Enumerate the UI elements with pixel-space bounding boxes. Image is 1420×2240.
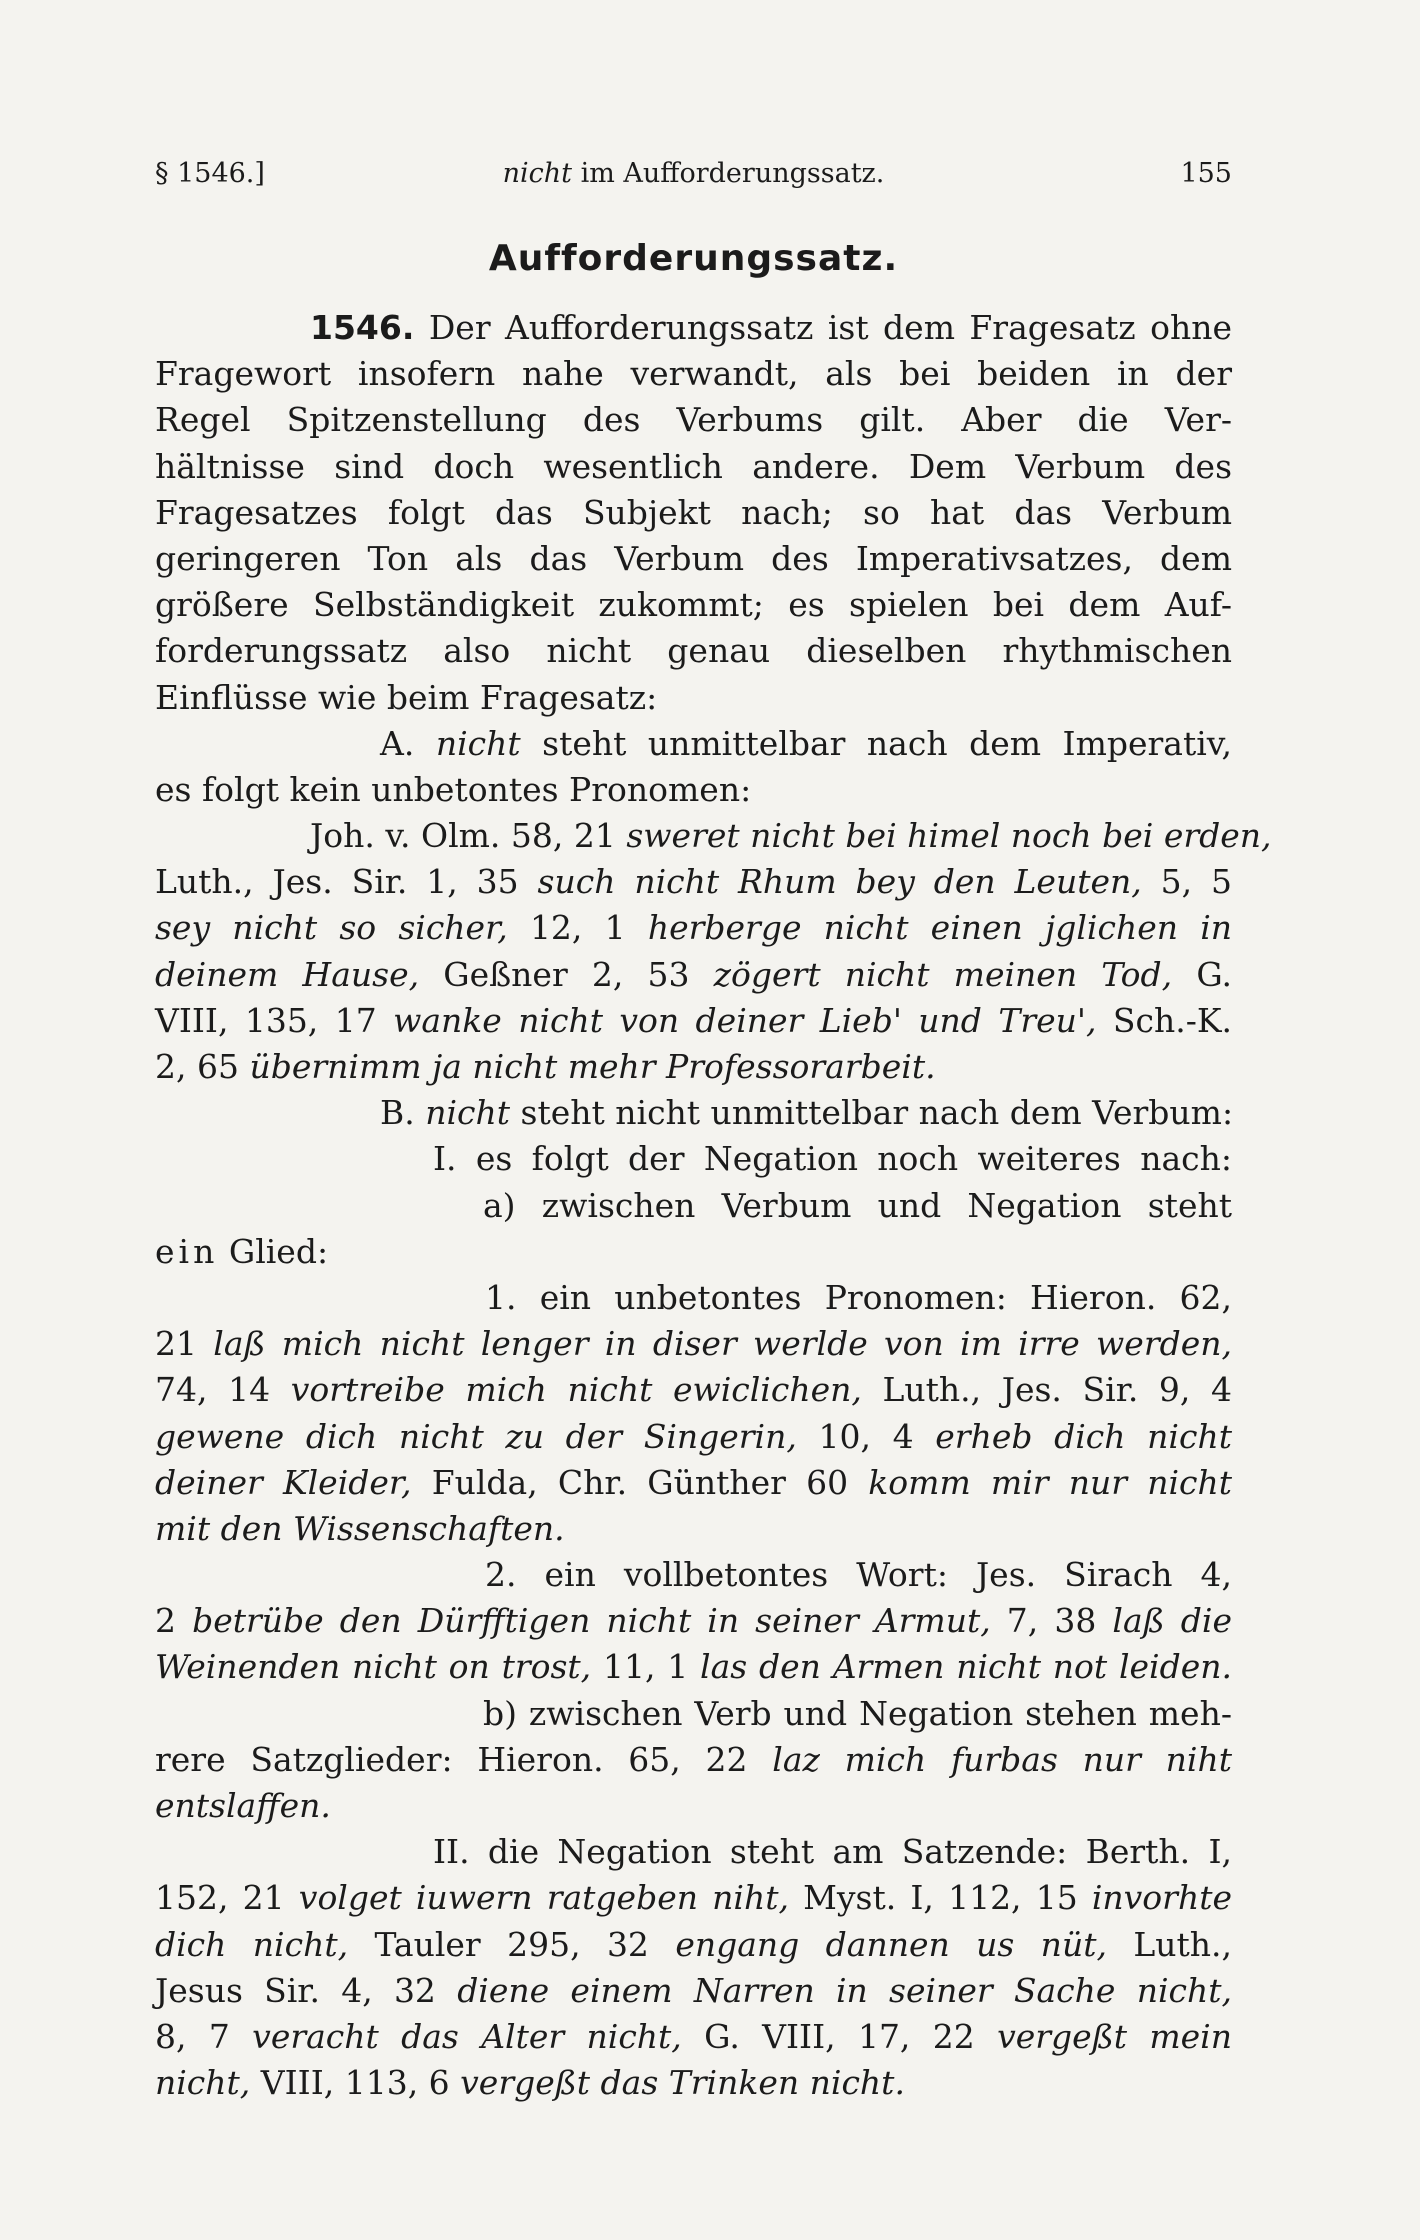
body-text — [155, 305, 1272, 2106]
subsection-ii-heading: II. die Negation steht am Satzende: Berth. I, — [433, 1832, 1232, 1872]
text-line: Fragewort insofern nahe verwandt, als bei beiden in der — [155, 354, 1232, 394]
example-line: 152, 21 volget iuwern ratgeben niht, Myst. I, 112, 15 invorhte — [155, 1878, 1232, 1918]
running-head — [155, 158, 1232, 198]
example-line: deiner Kleider, Fulda, Chr. Günther 60 komm mir nur nicht — [155, 1462, 1233, 1502]
example-line: sey nicht so sicher, 12, 1 herberge nicht einen jglichen in — [155, 908, 1232, 948]
running-title: nicht im Aufforderungssatz. — [502, 158, 885, 189]
example-line: Jesus Sir. 4, 32 diene einem Narren in seiner Sache nicht, — [155, 1970, 1232, 2010]
example-line: deinem Hause, Geßner 2, 53 zögert nicht meinen Tod, G. — [155, 954, 1232, 994]
example-line: Luth., Jes. Sir. 1, 35 such nicht Rhum bey den Leuten, 5, 5 — [155, 862, 1232, 902]
example-line: gewene dich nicht zu der Singerin, 10, 4 erheb dich nicht — [155, 1416, 1232, 1456]
text-line: Regel Spitzenstellung des Verbums gilt. Aber die Ver- — [155, 400, 1232, 440]
text-line: Einflüsse wie beim Fragesatz: — [155, 677, 658, 717]
text-line: Fragesatzes folgt das Subjekt nach; so hat das Verbum — [155, 492, 1232, 532]
text-line: geringeren Ton als das Verbum des Imperativsatzes, dem — [155, 538, 1232, 578]
subsection-1-heading: 1. ein unbetontes Pronomen: Hieron. 62, — [485, 1277, 1232, 1317]
example-line: 8, 7 veracht das Alter nicht, G. VIII, 17, 22 vergeßt mein — [155, 2016, 1232, 2056]
section-reference: § 1546.] — [155, 158, 265, 189]
example-line: 21 laß mich nicht lenger in diser werlde von im irre werden, — [155, 1324, 1233, 1364]
subsection-2-heading: 2. ein vollbetontes Wort: Jes. Sirach 4, — [485, 1555, 1232, 1595]
paragraph-number: 1546. — [310, 308, 415, 347]
text-line: 1546. Der Aufforderungssatz ist dem Fragesatz ohne — [310, 308, 1232, 347]
example-line: 2, 65 übernimm ja nicht mehr Professorarbeit. — [155, 1047, 936, 1086]
subsection-a-heading: a) zwischen Verbum und Negation steht — [483, 1185, 1232, 1225]
example-line: Joh. v. Olm. 58, 21 sweret nicht bei himel noch bei erden, — [310, 816, 1272, 856]
example-line: entslaffen. — [155, 1786, 331, 1825]
section-title: Aufforderungssatz. — [488, 238, 899, 279]
example-line: rere Satzglieder: Hieron. 65, 22 laz mich furbas nur niht — [155, 1739, 1232, 1779]
text-line: ein Glied: — [155, 1231, 329, 1271]
text-line: hältnisse sind doch wesentlich andere. Dem Verbum des — [155, 446, 1232, 486]
page-number: 155 — [1180, 158, 1232, 189]
example-line: VIII, 135, 17 wanke nicht von deiner Lieb' und Treu', Sch.-K. — [155, 1000, 1232, 1040]
section-a-heading: A. nicht steht unmittelbar nach dem Imperativ, — [380, 723, 1232, 763]
example-line: dich nicht, Tauler 295, 32 engang dannen us nüt, Luth., — [155, 1924, 1232, 1964]
example-line: Weinenden nicht on trost, 11, 1 las den Armen nicht not leiden. — [155, 1647, 1233, 1687]
text-line: forderungssatz also nicht genau dieselben rhythmischen — [155, 631, 1232, 671]
subsection-b-heading: b) zwischen Verb und Negation stehen meh- — [483, 1693, 1232, 1733]
example-line: mit den Wissenschaften. — [155, 1508, 565, 1548]
example-line: 74, 14 vortreibe mich nicht ewiclichen, Luth., Jes. Sir. 9, 4 — [155, 1370, 1233, 1410]
subsection-i-heading: I. es folgt der Negation noch weiteres nach: — [433, 1139, 1232, 1179]
text-line: größere Selbständigkeit zukommt; es spielen bei dem Auf- — [155, 585, 1232, 625]
section-b-heading: B. nicht steht nicht unmittelbar nach dem Verbum: — [380, 1093, 1234, 1133]
example-line: nicht, VIII, 113, 6 vergeßt das Trinken nicht. — [155, 2063, 905, 2103]
example-line: 2 betrübe den Dürfftigen nicht in seiner Armut, 7, 38 laß die — [155, 1601, 1232, 1641]
text-line: es folgt kein unbetontes Pronomen: — [155, 769, 752, 809]
